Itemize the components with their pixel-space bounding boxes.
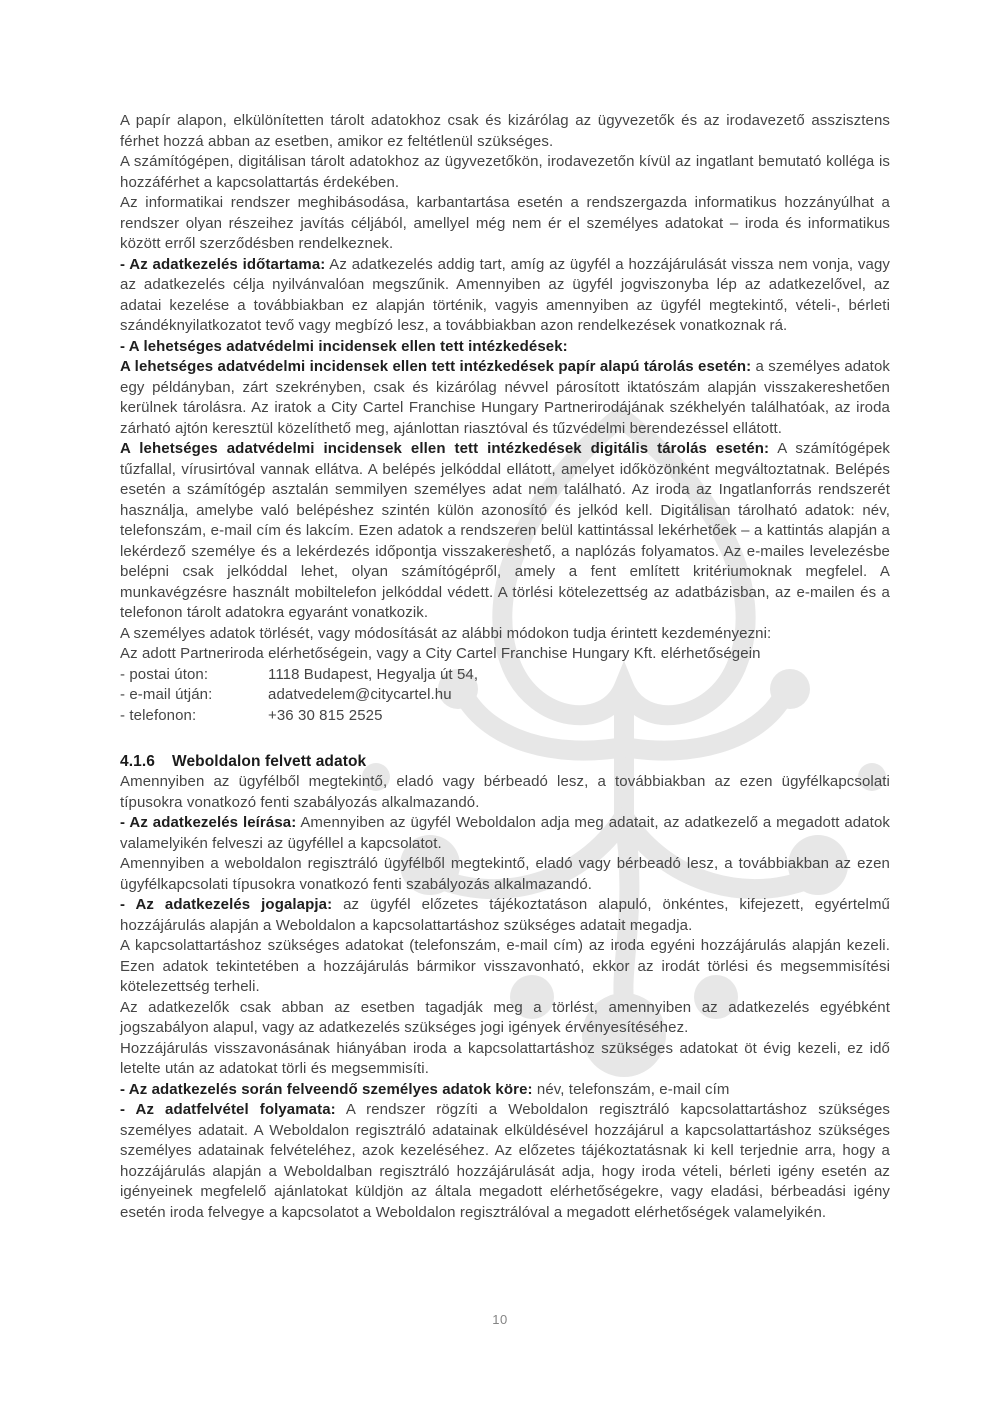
paragraph (120, 1100, 890, 1223)
paragraph-lead: A lehetséges adatvédelmi incidensek ellen tett intézkedések digitális tárolás esetén: (120, 440, 770, 457)
paragraph (120, 1080, 890, 1101)
paragraph (120, 357, 890, 439)
paragraph-lead: - Az adatkezelés leírása: (120, 814, 297, 831)
contact-label: - e-mail útján: (120, 686, 213, 703)
paragraph-text: Az adatkezelés addig tart, amíg az ügyfél a hozzájárulását vissza nem vonja, vagy az adatkezelés célja nyilvánvalóan megszűnik. Amennyiben az ügyfél jogviszonyba lép az adatkezelővel, az adatai kezelése a továbbiakban ez alapján történik, vagyis amennyiben az ügyfél megtekintő, vételi-, bérleti szándéknyilatkozatot tevő vagy megbízó lesz, a továbbiakban azon rendelkezések vonatkoznak rá. (120, 255, 890, 334)
paragraph (120, 895, 890, 936)
paragraph-lead: - Az adatfelvétel folyamata: (120, 1101, 336, 1118)
paragraph-text: A számítógépek tűzfallal, vírusirtóval vannak ellátva. A belépés jelkóddal ellátott, amelyet időközönként megváltoztatnak. Belépés esetén a számítógép asztalán semmilyen személyes adat nem található. Az iroda az Ingatlanforrás rendszerét használja, amelybe való belépéshez szintén külön azonosító és jelkód kell. Digitálisan tárolható adatok: név, telefonszám, e-mail cím és lakcím. Ezen adatok a rendszeren belül kattintással lekérhetőek – a kattintás alapján a lekérdező személye és a lekérdezés időpontja visszakereshető, a naplózás folyamatos. Az e-mailes levelezésbe belépni csak jelkóddal lehet, olyan számítógépről, amely a fent említett kritériumoknak megfelel. A munkavégzésre használt mobiltelefon jelkóddal védett. A törlési kötelezettség az adatbázisban, az e-mailen és a telefonon tárolt adatokra egyaránt vonatkozik. (120, 440, 890, 621)
contact-row-phone (120, 706, 890, 727)
section-title: Weboldalon felvett adatok (172, 753, 367, 770)
paragraph: A papír alapon, elkülönítetten tárolt adatokhoz csak és kizárólag az ügyvezetők és az irodavezető asszisztens férhet hozzá abban az esetben, amikor ez feltétlenül szükséges. (120, 112, 890, 150)
paragraph (120, 813, 890, 854)
paragraph-lead: A lehetséges adatvédelmi incidensek ellen tett intézkedések papír alapú tárolás esetén: (120, 358, 752, 375)
page-content (120, 111, 890, 1223)
paragraph-text: a személyes adatok egy példányban, zárt szekrényben, csak és kizárólag névvel párosított iktatószám alapján visszakereshetően kerülnek tárolásra. Az iratok a City Cartel Franchise Hungary Partnerirodájának székhelyén találhatóak, az iroda zárható ajtón keresztül közelíthető meg, ajánlottan riasztóval és tűzvédelmi berendezéssel ellátott. (120, 358, 890, 437)
contact-label: - telefonon: (120, 706, 197, 724)
paragraph (120, 439, 890, 624)
paragraph-text: név, telefonszám, e-mail cím (532, 1080, 730, 1098)
paragraph: Amennyiben a weboldalon regisztráló ügyfélből megtekintő, eladó vagy bérbeadó lesz, a továbbiakban az ezen ügyfélkapcsolati típusokra vonatkozó fenti szabályozás alkalmazandó. (120, 855, 890, 893)
contact-value: 1118 Budapest, Hegyalja út 54, (268, 665, 479, 683)
page-number: 10 (492, 1312, 508, 1327)
paragraph-text: Amennyiben az ügyfél Weboldalon adja meg adatait, az adatkezelő a megadott adatok valamelyikén felveszi az ügyféllel a kapcsolatot. (120, 814, 890, 852)
contact-label: - postai úton: (120, 665, 209, 683)
paragraph: Az adatkezelők csak abban az esetben tagadják meg a törlést, amennyiben az adatkezelés egyébként jogszabályon alapul, vagy az adatkezelés szükséges jogi igények érvényesítéséhez. (120, 998, 890, 1036)
paragraph: Az informatikai rendszer meghibásodása, karbantartása esetén a rendszergazda informatikus hozzányúlhat a rendszer olyan részeihez javítás céljából, amellyel még nem ér el személyes adatokat – iroda és informatikus között erről szerződésben rendelkeznek. (120, 194, 890, 252)
paragraph-text: az ügyfél előzetes tájékoztatáson alapuló, önkéntes, kifejezett, egyértelmű hozzájárulás alapján a Weboldalon a kapcsolattartáshoz szükséges adatait megadja. (120, 896, 890, 934)
paragraph (120, 255, 890, 337)
paragraph-lead: - Az adatkezelés időtartama: (120, 255, 326, 273)
paragraph: Az adott Partneriroda elérhetőségein, vagy a City Cartel Franchise Hungary Kft. elérhetőségein (120, 645, 761, 662)
paragraph: Amennyiben az ügyfélből megtekintő, eladó vagy bérbeadó lesz, a továbbiakban az ezen ügyfélkapcsolati típusokra vonatkozó fenti szabályozás alkalmazandó. (120, 773, 890, 811)
paragraph-bold: - A lehetséges adatvédelmi incidensek ellen tett intézkedések: (120, 337, 568, 355)
paragraph-lead: - Az adatkezelés során felveendő személyes adatok köre: (120, 1080, 533, 1098)
paragraph: A személyes adatok törlését, vagy módosítását az alábbi módokon tudja érintett kezdeményezni: (120, 624, 772, 642)
paragraph: Hozzájárulás visszavonásának hiányában iroda a kapcsolattartáshoz szükséges adatokat öt évig kezeli, ez idő letelte után az adatokat törli és megsemmisíti. (120, 1039, 890, 1077)
contact-row-email (120, 685, 890, 706)
section-heading (120, 751, 890, 772)
contact-value: adatvedelem@citycartel.hu (268, 686, 452, 703)
contact-row-postal (120, 665, 890, 686)
paragraph: A kapcsolattartáshoz szükséges adatokat (telefonszám, e-mail cím) az iroda egyéni hozzájárulás alapján kezeli. Ezen adatok tekintetében a hozzájárulás bármikor visszavonható, ekkor az irodát törlési és megsemmisítési kötelezettség terheli. (120, 937, 890, 995)
section-number: 4.1.6 (120, 753, 155, 770)
contact-value: +36 30 815 2525 (268, 706, 383, 724)
paragraph: A számítógépen, digitálisan tárolt adatokhoz az ügyvezetőkön, irodavezetőn kívül az ingatlant bemutató kolléga is hozzáférhet a kapcsolattartás érdekében. (120, 153, 890, 191)
paragraph-lead: - Az adatkezelés jogalapja: (120, 896, 333, 913)
paragraph-text: A rendszer rögzíti a Weboldalon regisztráló kapcsolattartáshoz szükséges személyes adatait. A Weboldalon regisztráló adatainak elküldésével hozzájárul a kapcsolattartáshoz szükséges személyes adatainak felvételéhez, azok kezeléséhez. Az előzetes tájékoztatásnak ki kell terjednie arra, hogy a hozzájárulás alapján a Weboldalban regisztráló hozzájárulását adja, hogy iroda vételi, bérleti igény esetén az igényeinek megfelelő ajánlatokat küldjön az általa megadott elérhetőségekre, vagy eladási, bérbeadási igény esetén iroda felvegye a kapcsolatot a Weboldalon regisztrálóval a megadott elérhetőségek valamelyikén. (120, 1101, 890, 1221)
